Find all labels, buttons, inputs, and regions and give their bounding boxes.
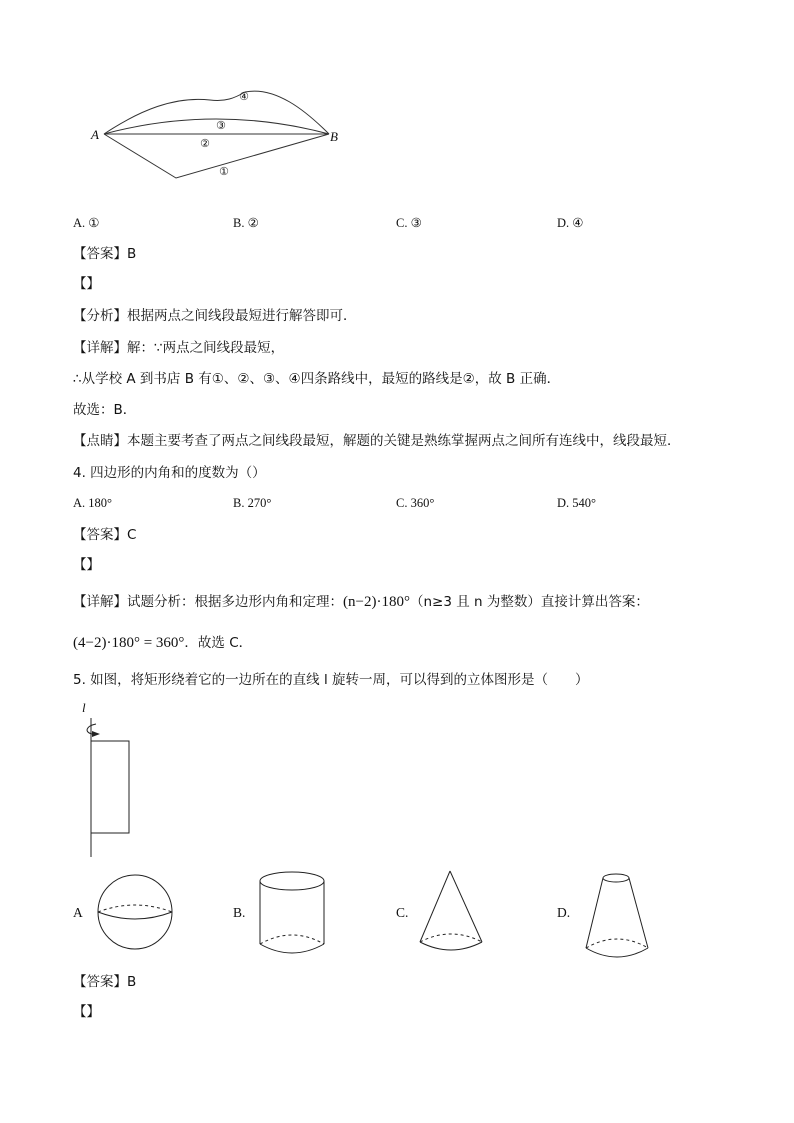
q4-option-a[interactable]: A. 180° — [73, 496, 113, 510]
cone-left-edge — [420, 871, 450, 942]
point-a-label: A — [91, 127, 99, 142]
q5-option-d-label[interactable]: D. — [557, 905, 571, 920]
point-b-label: B — [330, 129, 338, 144]
q3-option-b[interactable]: B. ② — [233, 216, 259, 230]
route-1-label: ① — [219, 165, 229, 178]
q3-detail: 【详解】解：∵两点之间线段最短， — [73, 340, 285, 356]
sphere-equator-back — [98, 905, 172, 912]
q4-option-d[interactable]: D. 540° — [557, 496, 597, 510]
q3-bracket: 【】 — [73, 276, 100, 292]
q4-formula: (n−2)·180° — [343, 594, 410, 610]
q5-bracket: 【】 — [73, 1004, 100, 1020]
q4-calc: (4−2)·180° = 360° — [73, 635, 185, 651]
q4-question: 4. 四边形的内角和的度数为（） — [73, 465, 266, 481]
cylinder-bottom-back — [260, 935, 324, 944]
q4-answer: 【答案】C — [73, 527, 137, 543]
cone-right-edge — [450, 871, 482, 942]
q5-option-b-label[interactable]: B. — [233, 905, 246, 920]
cone-base-front — [420, 942, 482, 950]
rectangle-shape — [91, 741, 129, 833]
q4-calc-suffix: ．故选 C． — [184, 635, 253, 651]
route-2-label: ② — [200, 137, 210, 150]
q3-option-a[interactable]: A. ① — [73, 216, 100, 230]
frustum-top — [603, 874, 629, 882]
sphere-equator-front — [98, 912, 172, 919]
q3-detail-2: ∴从学校 A 到书店 B 有①、②、③、④四条路线中，最短的路线是②，故 B 正确． — [73, 371, 561, 387]
q3-option-d[interactable]: D. ④ — [557, 216, 584, 230]
sphere-shape — [98, 875, 172, 949]
q4-detail-suffix: （n≥3 且 n 为整数）直接计算出答案： — [409, 594, 649, 610]
frustum-base-back — [586, 939, 648, 948]
cylinder-top — [260, 872, 324, 890]
route-3-label: ③ — [216, 119, 226, 132]
q5-option-c-label[interactable]: C. — [396, 905, 409, 920]
q5-answer: 【答案】B — [73, 974, 137, 990]
cone-base-back — [420, 934, 482, 942]
q5-option-a-label[interactable]: A — [73, 905, 83, 920]
cylinder-bottom-front — [260, 944, 324, 953]
route-4-label: ④ — [239, 90, 249, 103]
frustum-right-edge — [629, 878, 648, 948]
q4-option-c[interactable]: C. 360° — [396, 496, 435, 510]
q3-choose: 故选：B． — [73, 402, 137, 418]
axis-l-label: l — [82, 700, 86, 715]
q3-analysis: 【分析】根据两点之间线段最短进行解答即可． — [73, 308, 357, 324]
frustum-base-front — [586, 948, 648, 957]
q3-option-c[interactable]: C. ③ — [396, 216, 422, 230]
q5-question: 5. 如图，将矩形绕着它的一边所在的直线 l 旋转一周，可以得到的立体图形是（ ） — [73, 672, 589, 688]
q4-bracket: 【】 — [73, 557, 100, 573]
q3-comment: 【点睛】本题主要考查了两点之间线段最短，解题的关键是熟练掌握两点之间所有连线中，线段最短． — [73, 433, 681, 449]
q4-option-b[interactable]: B. 270° — [233, 496, 272, 510]
frustum-left-edge — [586, 878, 603, 948]
rotation-arrow-head — [92, 731, 100, 737]
q3-answer: 【答案】B — [73, 246, 137, 262]
q4-detail-prefix: 【详解】试题分析：根据多边形内角和定理： — [73, 594, 343, 610]
